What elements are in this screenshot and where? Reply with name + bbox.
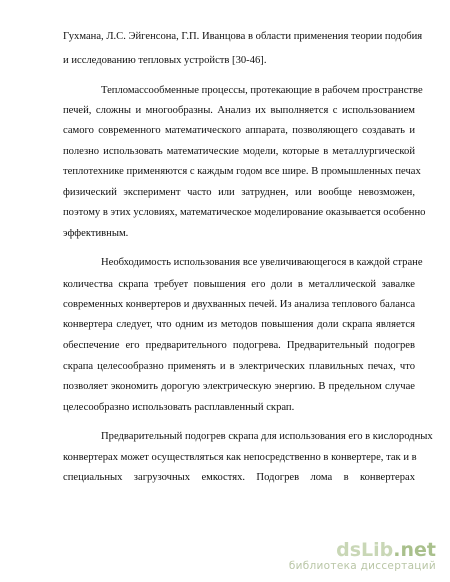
watermark-brand-name: dsLib xyxy=(336,539,394,561)
text-line: позволяет экономить дорогую электрическую энергию. В предельном случае xyxy=(63,381,415,392)
watermark-tagline: библиотека диссертаций xyxy=(288,560,436,572)
text-line: специальных загрузочных емкостях. Подогрев лома в конвертерах xyxy=(63,472,415,483)
text-line: скрапа целесообразно применять и в электрических плавильных печах, что xyxy=(63,361,415,372)
text-line: конвертера следует, что одним из методов повышения доли скрапа является xyxy=(63,319,415,330)
text-line: поэтому в этих условиях, математическое моделирование оказывается особенно xyxy=(63,207,426,218)
text-line: полезно использовать математические модели, которые в металлургической xyxy=(63,146,415,157)
text-line: Гухмана, Л.С. Эйгенсона, Г.П. Иванцова в области применения теории подобия xyxy=(63,31,423,42)
text-line: современных конвертеров и двухванных печей. Из анализа теплового баланса xyxy=(63,299,416,310)
text-line: количества скрапа требует повышения его доли в металлической завалке xyxy=(63,279,415,290)
text-line: обеспечение его предварительного подогрева. Предварительный подогрев xyxy=(63,340,415,351)
watermark-brand-domain: .net xyxy=(393,539,436,561)
text-line: печей, сложны и многообразны. Анализ их выполняется с использованием xyxy=(63,105,415,116)
text-line: и исследованию тепловых устройств [30-46]. xyxy=(63,55,267,66)
text-line: теплотехнике применяются с каждым годом все шире. В промышленных печах xyxy=(63,166,421,177)
watermark xyxy=(289,540,436,572)
text-line: целесообразно использовать расплавленный скрап. xyxy=(63,402,295,413)
text-line: Необходимость использования все увеличивающегося в каждой стране xyxy=(101,257,423,268)
text-line: конвертерах может осуществляться как непосредственно в конвертере, так и в xyxy=(63,452,417,463)
watermark-brand xyxy=(289,540,436,560)
text-line: Тепломассообменные процессы, протекающие в рабочем пространстве xyxy=(101,85,423,96)
text-line: эффективным. xyxy=(63,228,129,239)
text-line: Предварительный подогрев скрапа для использования его в кислородных xyxy=(101,431,433,442)
text-line: самого современного математического аппарата, позволяющего создавать и xyxy=(63,125,415,136)
text-line: физический эксперимент часто или затруднен, или вообще невозможен, xyxy=(63,187,415,198)
